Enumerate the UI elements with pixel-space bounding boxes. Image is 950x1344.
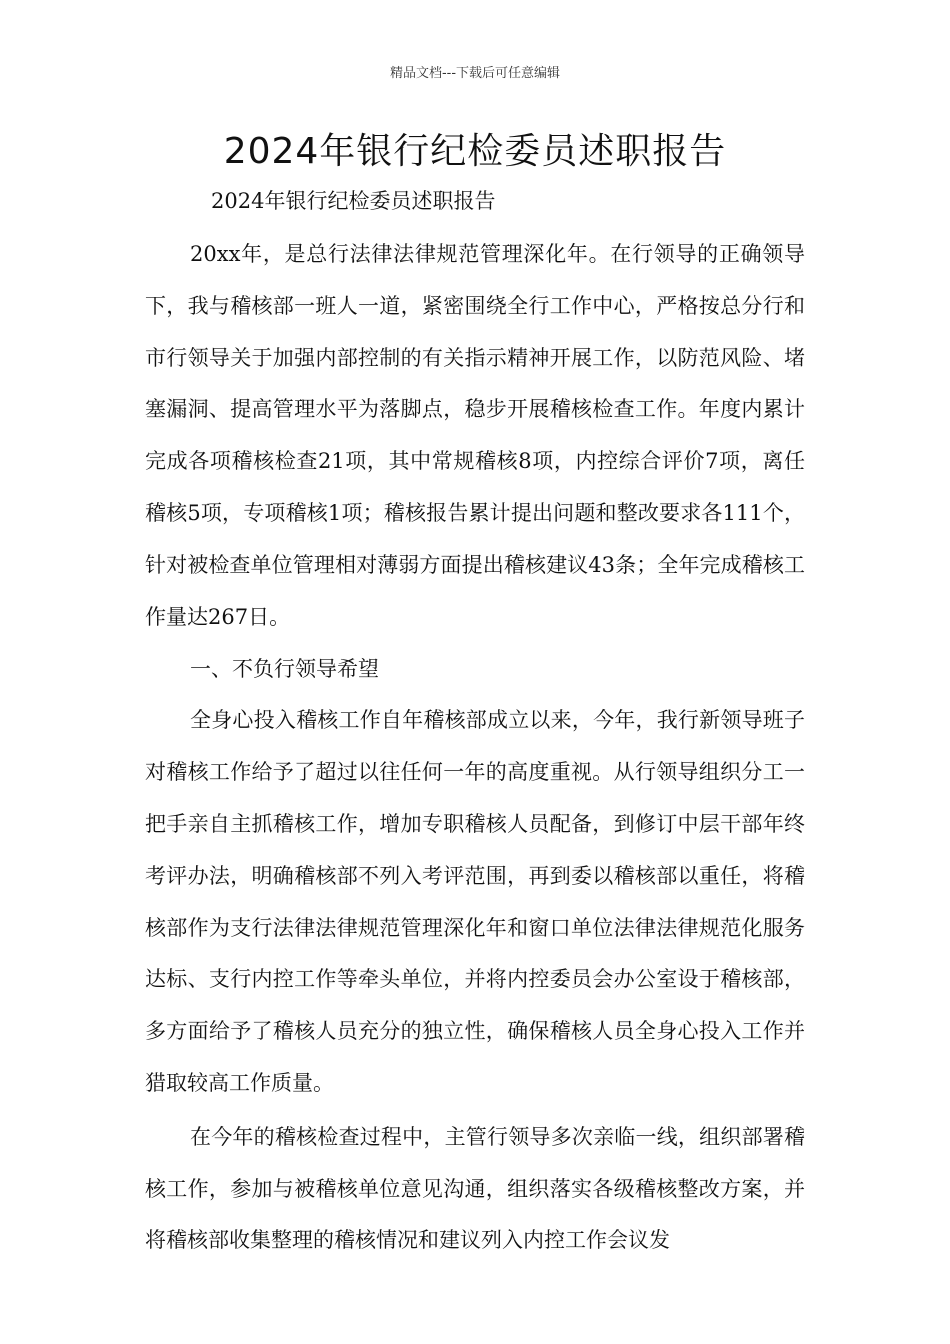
paragraph-2: 全身心投入稽核工作自年稽核部成立以来，今年，我行新领导班子对稽核工作给予了超过以往任何一年的高度重视。从行领导组织分工一把手亲自主抓稽核工作，增加专职稽核人员配备，到修订中层干部年终考评办法，明确稽核部不列入考评范围，再到委以稽核部以重任，将稽核部作为支行法律法律规范管理深化年和窗口单位法律法律规范化服务达标、支行内控工作等牵头单位，并将内控委员会办公室设于稽核部，多方面给予了稽核人员充分的独立性，确保稽核人员全身心投入工作并猎取较高工作质量。 bbox=[145, 708, 805, 1095]
document-body bbox=[145, 179, 805, 1267]
paragraph-3: 在今年的稽核检查过程中，主管行领导多次亲临一线，组织部署稽核工作，参加与被稽核单位意见沟通，组织落实各级稽核整改方案，并将稽核部收集整理的稽核情况和建议列入内控工作会议发 bbox=[145, 1124, 805, 1253]
paragraph-1: 20xx年，是总行法律法律规范管理深化年。在行领导的正确领导下，我与稽核部一班人一道，紧密围绕全行工作中心，严格按总分行和市行领导关于加强内部控制的有关指示精神开展工作，以防范风险、堵塞漏洞、提高管理水平为落脚点，稳步开展稽核检查工作。年度内累计完成各项稽核检查21项，其中常规稽核8项，内控综合评价7项，离任稽核5项，专项稽核1项；稽核报告累计提出问题和整改要求各111个，针对被检查单位管理相对薄弱方面提出稽核建议43条；全年完成稽核工作量达267日。 bbox=[145, 242, 805, 629]
document-title: 2024年银行纪检委员述职报告 bbox=[223, 131, 727, 172]
document-subtitle: 2024年银行纪检委员述职报告 bbox=[211, 189, 496, 213]
page-header: 精品文档---下载后可任意编辑 bbox=[389, 66, 561, 81]
section-heading: 一、不负行领导希望 bbox=[190, 657, 379, 682]
